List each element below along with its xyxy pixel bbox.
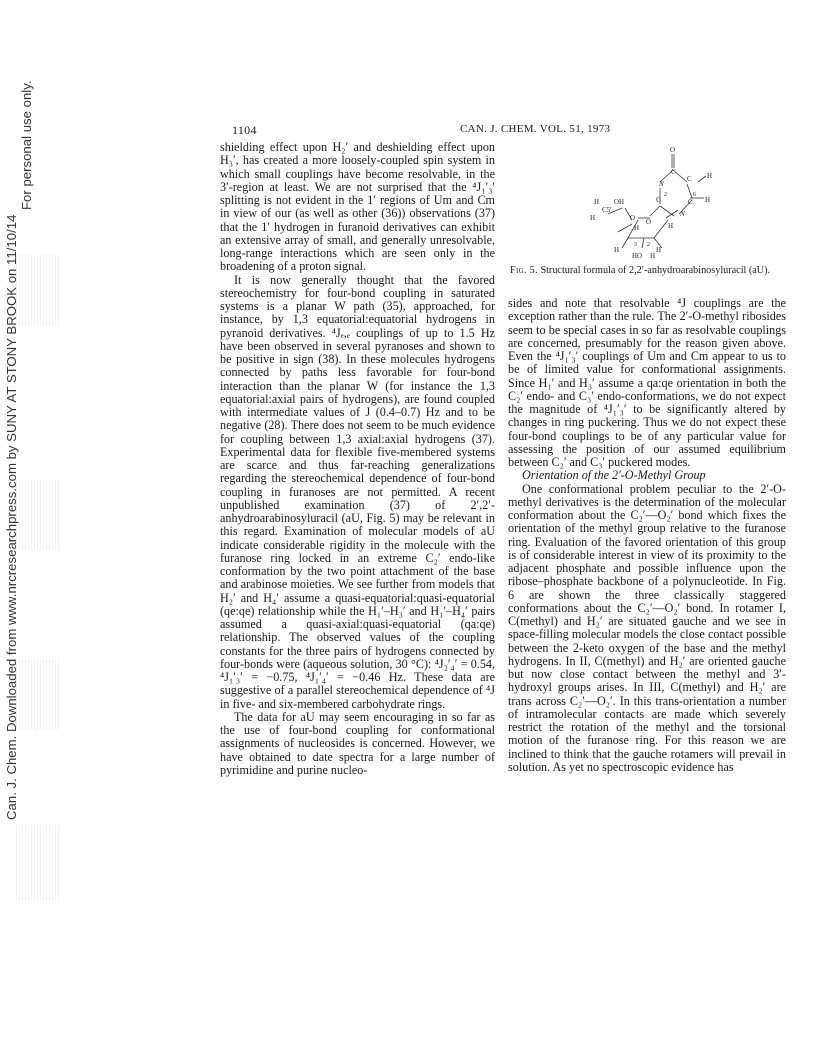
paragraph: sides and note that resolvable ⁴J couplings are the exception rather than the rule. The 2′-O-methyl ribosides seem to be special cases in so far as resolvable couplings are concerned, presumably for the reason given above. Even the ⁴J₁′₃′ couplings of Um and Cm appear to us to be of limited value for conformational assignments. Since H₁′ and H₃′ assume a qa:qe orientation in both the C₂′ endo- and C₃′ endo-conformations, we do not expect the magnitude of ⁴J₁′₃′ to be significantly altered by changes in ring puckering. Thus we do not expect these four-bond couplings to be of any particular value for assessing the position of our assumed equilibrium between C₂′ and C₃′ puckered modes. xyxy=(508,296,786,469)
atom-h4-prime: H xyxy=(634,224,640,232)
figure-label: Fig. 5. xyxy=(510,265,538,276)
atom-c5-prime: C5′ xyxy=(602,206,612,214)
ring-number-6: 6 xyxy=(693,192,696,198)
paragraph: The data for aU may seem encouraging in so far as the use of four-bond coupling for conformational assignments of nucleosides is concerned. However, we have obtained to date spectra for a large number of pyrimidine and purine nucleo- xyxy=(220,709,495,777)
structural-formula-diagram xyxy=(570,140,730,260)
watermark-line-2: For personal use only. xyxy=(19,80,34,210)
atom-h3-prime: H xyxy=(614,246,620,254)
atom-n3: N xyxy=(659,180,664,188)
atom-c5: C xyxy=(687,175,692,183)
atom-h6: H xyxy=(705,196,711,204)
atom-o4-prime: O xyxy=(630,214,636,222)
atom-oh5: OH xyxy=(614,198,625,206)
atom-c6: C xyxy=(688,198,693,206)
watermark-line-1: Can. J. Chem. Downloaded from www.nrcresearchpress.com by SUNY AT STONY BROOK on 11/10/14 xyxy=(4,214,19,820)
atom-h5a: H xyxy=(594,198,600,206)
atom-h5: H xyxy=(707,172,713,180)
download-watermark xyxy=(0,0,40,1053)
atom-c4: C xyxy=(671,168,676,176)
atom-c2: C xyxy=(656,196,661,204)
paragraph: shielding effect upon H₂′ and deshielding effect upon H₃′, has created a more loosely-coupled spin system in which small couplings have become resolvable, in the 3′-region at least. We are not surprised that the ⁴J₁′₃′ splitting is not evident in the 1′ regions of Um and Cm in view of our (as well as other (36)) observations (37) that the 1′ hydrogen in furanoid derivatives can exhibit an extensive array of small, and generally unresolvable, long-range interactions which are seen only in the broadening of a proton signal. xyxy=(220,140,495,274)
atom-n1: N xyxy=(680,210,685,218)
atom-h1-prime: H xyxy=(668,222,674,230)
atom-ho3: HO xyxy=(632,252,643,260)
ring-position-2: 2 xyxy=(647,242,650,248)
atom-h5b: H xyxy=(590,214,596,222)
paragraph: It is now generally thought that the favored stereochemistry for four-bond coupling in saturated systems is a planar W path (35), approached, for instance, by 1,3 equatorial:equatorial hydrogens in pyranoid derivatives. ⁴Jₑ,ₑ couplings of up to 1.5 Hz have been observed in several pyranoses and shown to be positive in sign (38). In these molecules hydrogens connected by paths less favorable for four-bond interaction than the planar W (for instance the 1,3 equatorial:axial pairs of hydrogens), are found coupled with intermediate values of J (0.4–0.7) Hz and to be negative (28). There does not seem to be much evidence for coupling between 1,3 axial:axial hydrogens (37). Experimental data for flexible five-membered systems are scarce and thus far-reaching generalizations regarding the stereochemical dependence of four-bond coupling in furanoses are not permitted. A recent unpublished examination (37) of 2′,2′-anhydroarabinosyluracil (aU, Fig. 5) may be relevant in this regard. Examination of molecular models of aU indicate considerable rigidity in the molecule with the furanose ring locked in an extreme C₂′ endo-like conformation by the two point attachment of the base and arabinose moieties. We see further from models that H₂′ and H₄′ assume a quasi-equatorial:quasi-equatorial (qe:qe) relationship while the H₁′–H₃′ and H₁′–H₄′ pairs assumed a quasi-axial:quasi-equatorial (qa:qe) relationship. The observed values of the coupling constants for the three pairs of hydrogens connected by four-bonds were (aqueous solution, 30 °C): ⁴J₂′₄′ = 0.54, ⁴J₁′₃′ = −0.75, ⁴J₁′₄′ = −0.46 Hz. These data are suggestive of a parallel stereochemical dependence of ⁴J in five- and six-membered carbohydrate rings. xyxy=(220,272,495,711)
figure-caption-text: Structural formula of 2,2′-anhydroarabinosyluracil (aU). xyxy=(540,265,771,276)
scan-smudge xyxy=(16,825,60,900)
ring-number-2: 2 xyxy=(664,192,667,198)
atom-h2-prime: H xyxy=(656,246,662,254)
figure-caption xyxy=(510,265,786,277)
watermark-text xyxy=(4,81,34,821)
ring-position-3: 3 xyxy=(634,242,637,248)
section-heading: Orientation of the 2′-O-Methyl Group xyxy=(522,468,706,483)
right-column xyxy=(508,297,786,774)
page-number: 1104 xyxy=(232,123,257,137)
paragraph: One conformational problem peculiar to the 2′-O-methyl derivatives is the determination of the molecular conformation about the C₂′—O₂′ bond which fixes the orientation of the methyl group relative to the furanose ring. Evaluation of the favored orientation of this group is of considerable interest in view of its proximity to the adjacent phosphate and possible influence upon the ribose–phosphate backbone of a polynucleotide. In Fig. 6 are shown the three classically staggered conformations about the C₂′—O₂′ bond. In rotamer I, C(methyl) and H₂′ are situated gauche and we see in space-filling molecular models the close contact possible between the 2-keto oxygen of the base and the methyl hydrogens. In II, C(methyl) and H₂′ are oriented gauche but now close contact between the methyl and 3′-hydroxyl groups arises. In III, C(methyl) and H₂′ are trans across C₂′—O₂′. In this trans-orientation a number of intramolecular contacts are made which severely restrict the rotation of the methyl and the torsional motion of the furanose ring. For this reason we are inclined to think that the gauche rotamers will prevail in solution. As yet no spectroscopic evidence has xyxy=(508,481,786,774)
atom-h2b: H xyxy=(650,252,656,260)
atom-o2: O xyxy=(646,218,652,226)
journal-citation: CAN. J. CHEM. VOL. 51, 1973 xyxy=(460,123,611,135)
atom-o-top: O xyxy=(670,146,676,154)
running-header xyxy=(232,123,772,139)
figure-5-structure xyxy=(570,140,730,260)
left-column xyxy=(220,141,495,777)
